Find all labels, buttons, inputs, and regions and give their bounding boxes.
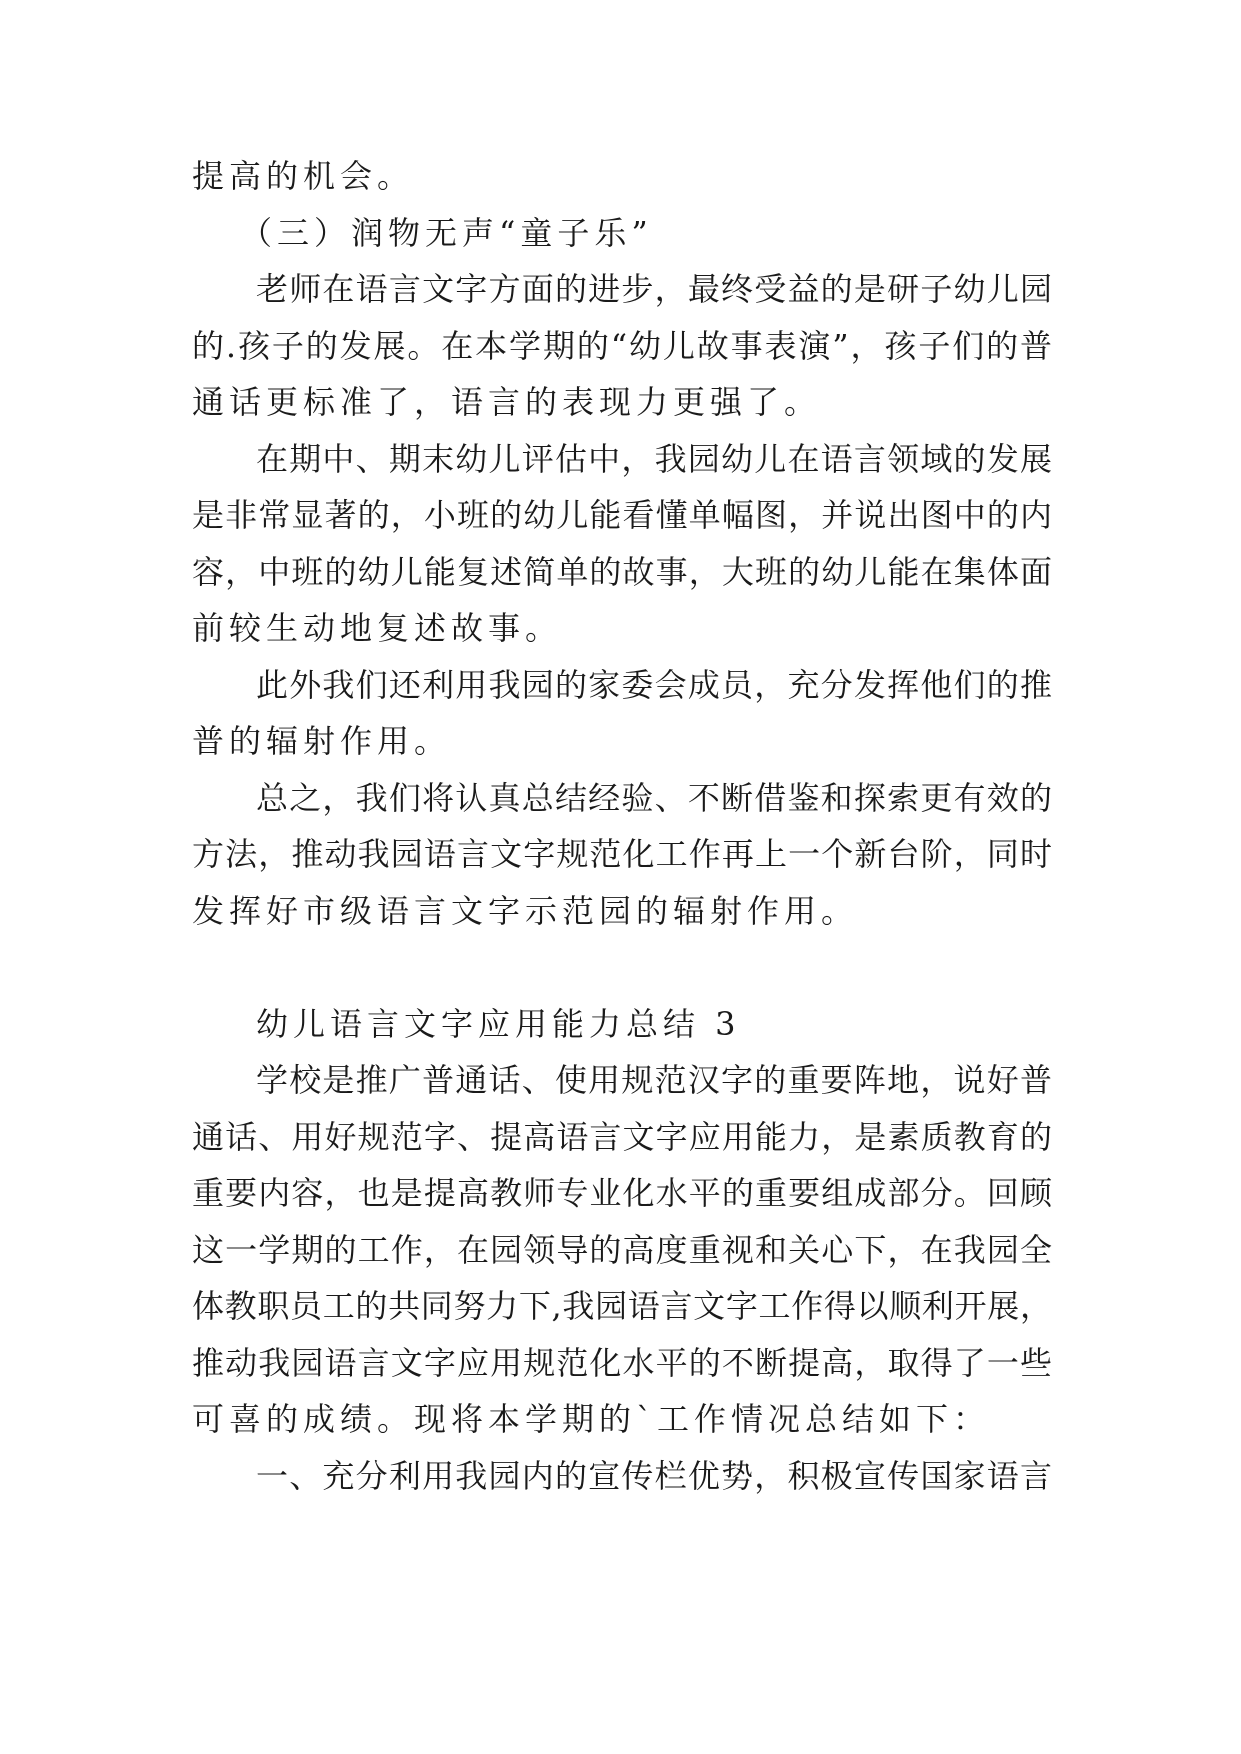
section-title: 幼儿语言文字应用能力总结 3 <box>256 1005 741 1043</box>
paragraph-line: 在期中、期末幼儿评估中，我园幼儿在语言领域的发展 <box>256 440 1052 478</box>
paragraph-line: 总之，我们将认真总结经验、不断借鉴和探索更有效的 <box>256 779 1052 817</box>
text-line: 提高的机会。 <box>192 157 415 195</box>
paragraph-line: 学校是推广普通话、使用规范汉字的重要阵地，说好普 <box>256 1061 1052 1099</box>
paragraph-line: 这一学期的工作，在园领导的高度重视和关心下，在我园全 <box>192 1231 1052 1269</box>
paragraph-line: 是非常显著的，小班的幼儿能看懂单幅图，并说出图中的内 <box>192 496 1052 534</box>
paragraph-line: 推动我园语言文字应用规范化水平的不断提高，取得了一些 <box>192 1344 1052 1382</box>
paragraph-line: 可喜的成绩。现将本学期的`工作情况总结如下： <box>192 1400 991 1438</box>
paragraph-line: 一、充分利用我园内的宣传栏优势，积极宣传国家语言 <box>256 1457 1052 1495</box>
section-heading: （三）润物无声“童子乐” <box>240 214 653 252</box>
paragraph-line: 前较生动地复述故事。 <box>192 609 563 647</box>
paragraph-line: 方法，推动我园语言文字规范化工作再上一个新台阶，同时 <box>192 835 1052 873</box>
paragraph-line: 的.孩子的发展。在本学期的“幼儿故事表演”，孩子们的普 <box>192 327 1052 365</box>
paragraph-line: 体教职员工的共同努力下,我园语言文字工作得以顺利开展， <box>192 1287 1052 1325</box>
paragraph-line: 通话更标准了，语言的表现力更强了。 <box>192 383 822 421</box>
paragraph-line: 此外我们还利用我园的家委会成员，充分发挥他们的推 <box>256 666 1052 704</box>
paragraph-line: 发挥好市级语言文字示范园的辐射作用。 <box>192 892 859 930</box>
paragraph-line: 重要内容，也是提高教师专业化水平的重要组成部分。回顾 <box>192 1174 1052 1212</box>
paragraph-line: 老师在语言文字方面的进步，最终受益的是研子幼儿园 <box>256 270 1052 308</box>
paragraph-line: 普的辐射作用。 <box>192 722 452 760</box>
paragraph-line: 容，中班的幼儿能复述简单的故事，大班的幼儿能在集体面 <box>192 553 1052 591</box>
paragraph-line: 通话、用好规范字、提高语言文字应用能力，是素质教育的 <box>192 1118 1052 1156</box>
